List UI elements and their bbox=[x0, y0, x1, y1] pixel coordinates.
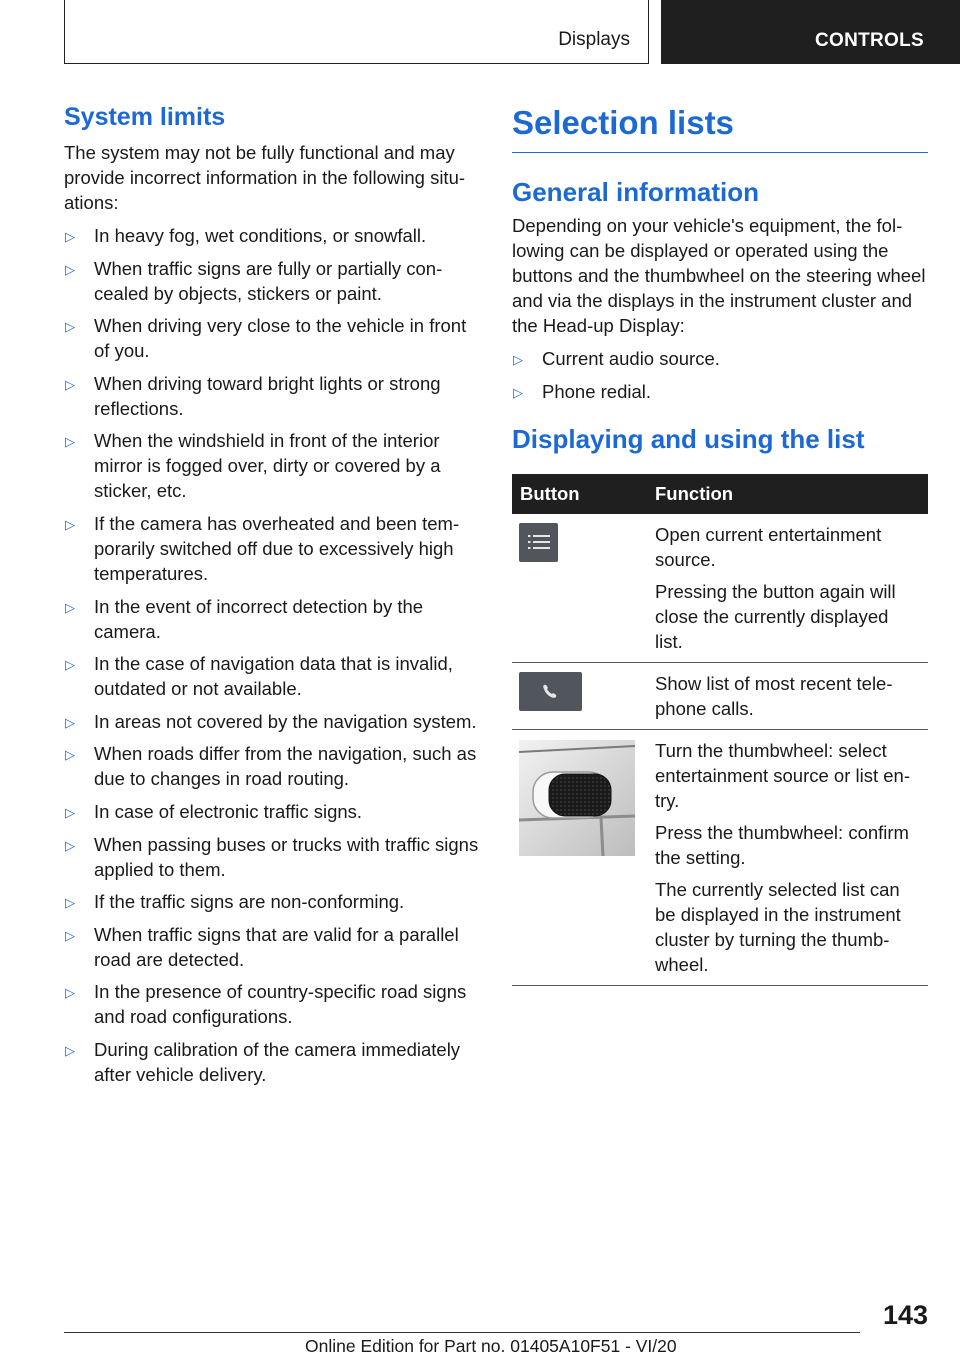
thumbwheel-image bbox=[519, 740, 635, 856]
table-row bbox=[512, 514, 928, 663]
button-function-table bbox=[512, 474, 928, 986]
list-item: ▷ When the windshield in front of the interior mirror is fogged over, dirty or covered by a sticker, etc. bbox=[65, 430, 441, 502]
table-cell-function: Turn the thumbwheel: select entertainment source or list entry. Press the thumbwheel: confirm the setting. The currently selected list can be displayed in the instrument cluster by turning the thumbwheel. bbox=[647, 729, 928, 985]
phone-icon bbox=[519, 672, 582, 711]
system-limits-heading: System limits bbox=[64, 103, 226, 131]
list-item: ▷ In heavy fog, wet conditions, or snowfall. bbox=[64, 223, 484, 248]
triangle-bullet-icon: ▷ bbox=[65, 1042, 75, 1058]
triangle-bullet-icon: ▷ bbox=[513, 384, 523, 400]
list-item: ▷ Phone redial. bbox=[512, 379, 928, 404]
header-section-box bbox=[64, 0, 649, 64]
triangle-bullet-icon: ▷ bbox=[65, 434, 75, 450]
triangle-bullet-icon: ▷ bbox=[65, 599, 75, 615]
header-chapter-tab bbox=[661, 0, 960, 64]
triangle-bullet-icon: ▷ bbox=[65, 714, 75, 730]
column-header-button: Button bbox=[512, 474, 647, 514]
list-item: ▷ In the case of navigation data that is invalid, outdated or not available. bbox=[65, 653, 453, 700]
footer-edition-text: Online Edition for Part no. 01405A10F51 - VI/20 bbox=[305, 1336, 677, 1356]
system-limits-list bbox=[64, 223, 484, 1087]
list-icon bbox=[519, 523, 558, 562]
triangle-bullet-icon: ▷ bbox=[65, 837, 75, 853]
header-chapter-title: CONTROLS bbox=[815, 30, 925, 51]
table-cell-function: Show list of most recent telephone calls. bbox=[647, 662, 928, 729]
table-header-row bbox=[512, 474, 928, 514]
list-item: ▷ In case of electronic traffic signs. bbox=[64, 799, 484, 824]
triangle-bullet-icon: ▷ bbox=[513, 352, 523, 367]
page-number: 143 bbox=[882, 1300, 928, 1330]
triangle-bullet-icon: ▷ bbox=[65, 747, 75, 763]
list-item: ▷ Current audio source. bbox=[512, 346, 928, 371]
column-header-function: Function bbox=[647, 474, 928, 514]
triangle-bullet-icon: ▷ bbox=[65, 229, 75, 244]
triangle-bullet-icon: ▷ bbox=[65, 376, 75, 392]
triangle-bullet-icon: ▷ bbox=[65, 657, 75, 673]
table-row bbox=[512, 729, 928, 985]
triangle-bullet-icon: ▷ bbox=[65, 319, 75, 335]
list-item: ▷ In the presence of country-specific road signs and road configurations. bbox=[65, 981, 467, 1028]
triangle-bullet-icon: ▷ bbox=[65, 895, 75, 911]
system-limits-intro: The system may not be fully functional and may provide incorrect information in the following situations: bbox=[64, 142, 466, 213]
list-item: ▷ When driving very close to the vehicle in front of you. bbox=[65, 315, 467, 362]
list-item: ▷ If the traffic signs are non-conforming. bbox=[64, 889, 484, 914]
list-item: ▷ When roads differ from the navigation, such as due to changes in road routing. bbox=[65, 743, 477, 790]
table-cell-button bbox=[512, 729, 647, 985]
general-information-list bbox=[512, 346, 928, 404]
list-item: ▷ When traffic signs that are valid for a parallel road are detected. bbox=[65, 923, 459, 970]
triangle-bullet-icon: ▷ bbox=[65, 261, 75, 277]
list-item: ▷ When passing buses or trucks with traffic signs applied to them. bbox=[65, 833, 479, 880]
triangle-bullet-icon: ▷ bbox=[65, 985, 75, 1001]
list-item: ▷ When traffic signs are fully or partially concealed by objects, stickers or paint. bbox=[65, 257, 443, 304]
triangle-bullet-icon: ▷ bbox=[65, 927, 75, 943]
selection-lists-heading: Selection lists bbox=[512, 100, 928, 153]
list-item: ▷ In areas not covered by the navigation system. bbox=[64, 709, 484, 734]
footer-divider bbox=[64, 1332, 860, 1333]
table-cell-button bbox=[512, 514, 647, 663]
header-section-title: Displays bbox=[558, 29, 630, 50]
list-item: ▷ In the event of incorrect detection by the camera. bbox=[65, 595, 424, 642]
list-item: ▷ During calibration of the camera immediately after vehicle delivery. bbox=[65, 1038, 461, 1085]
left-column bbox=[64, 100, 484, 1095]
general-information-heading: General information bbox=[512, 177, 760, 207]
table-cell-function: Open current entertainment source. Pressing the button again will close the currently displayed list. bbox=[647, 514, 928, 663]
general-information-body: Depending on your vehicle's equipment, the following can be displayed or operated using the buttons and the thumbwheel on the steering wheel and via the displays in the instrument cluster and the Head-up Display: bbox=[512, 215, 926, 336]
list-item: ▷ If the camera has overheated and been temporarily switched off due to excessively high temperatures. bbox=[65, 512, 460, 584]
table-cell-button bbox=[512, 662, 647, 729]
triangle-bullet-icon: ▷ bbox=[65, 804, 75, 820]
table-row bbox=[512, 662, 928, 729]
displaying-list-heading: Displaying and using the list bbox=[512, 423, 865, 454]
triangle-bullet-icon: ▷ bbox=[65, 516, 75, 532]
list-item: ▷ When driving toward bright lights or strong reflections. bbox=[65, 372, 441, 419]
right-column bbox=[512, 100, 928, 986]
